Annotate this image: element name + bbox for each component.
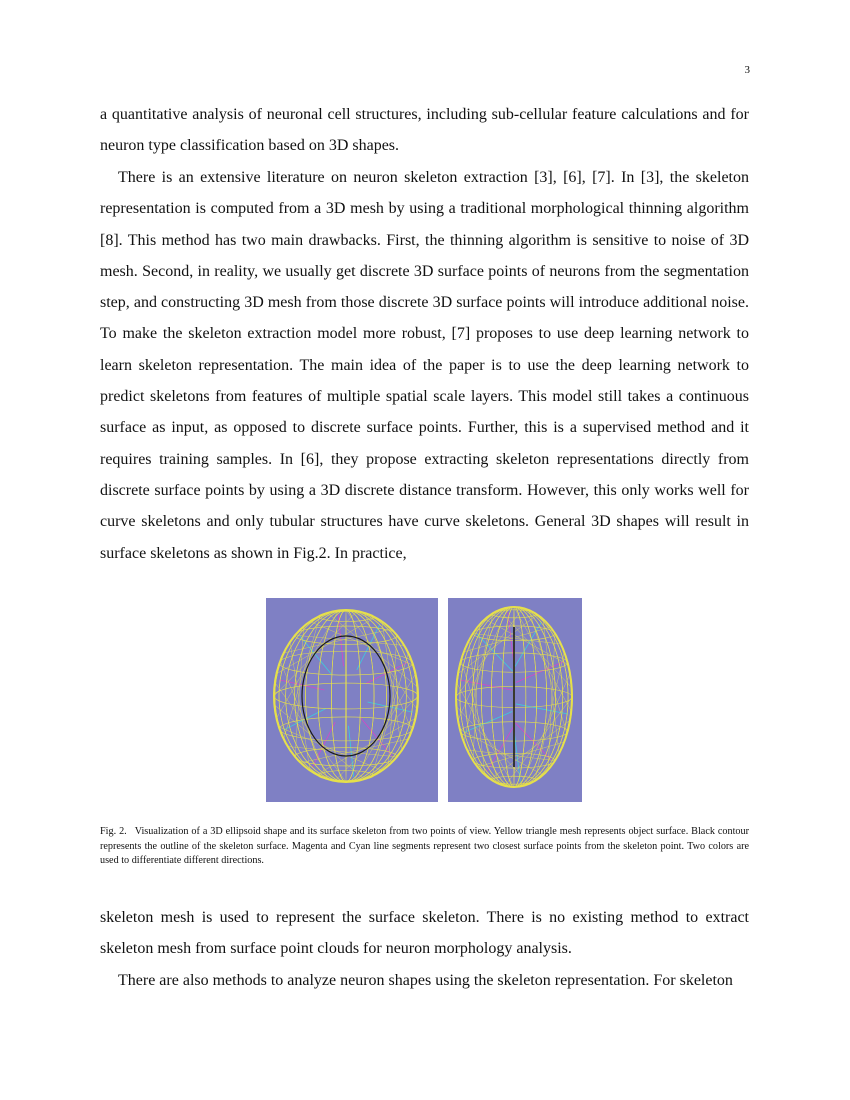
skeleton-segment [312, 722, 335, 767]
skeleton-segment [487, 727, 513, 771]
mesh-ring [279, 651, 412, 675]
mesh-edge [327, 613, 417, 687]
ellipsoid-front-view [266, 598, 438, 802]
skeleton-contour [302, 636, 390, 756]
body-paragraph: There are also methods to analyze neuron shapes using the skeleton representation. For skeleton [118, 972, 733, 989]
figure-2 [266, 598, 582, 802]
mesh-edge [461, 660, 499, 784]
mesh-edge [499, 610, 572, 688]
ellipsoid-front-view-graphic [266, 598, 438, 802]
skeleton-segment [508, 612, 514, 662]
mesh-ring [295, 626, 397, 644]
figure-caption [100, 825, 749, 869]
mesh-edge [458, 607, 508, 720]
ellipsoid-side-view [448, 598, 582, 802]
body-paragraph: skeleton mesh is used to represent the surface skeleton. There is no existing method to extract skeleton mesh from surface point clouds for neuron morphology analysis. [100, 909, 749, 958]
mesh-edge [520, 674, 570, 787]
body-paragraph: a quantitative analysis of neuronal cell structures, including sub-cellular feature calculations and for neuron type classification based on 3D shapes. [100, 106, 749, 155]
skeleton-segment [514, 732, 520, 782]
page-number: 3 [744, 64, 750, 76]
skeleton-segment [357, 625, 380, 670]
skeleton-segment [515, 623, 541, 667]
body-paragraph: There is an extensive literature on neuron skeleton extraction [3], [6], [7]. In [3], the skeleton representation is computed from a 3D mesh by using a traditional morphological thinning algorithm [8]. This method has two main drawbacks. First, the thinning algorithm is sensitive to noise of 3D mesh. Second, in reality, we usually get discrete 3D surface points of neurons from the segmentation step, and constructing 3D mesh from those discrete 3D surface points will introduce additional noise. To make the skeleton extraction model more robust, [7] proposes to use deep learning network to learn skeleton representation. The main idea of the paper is to use the deep learning network to predict skeletons from features of multiple spatial scale layers. This model still takes a continuous surface as input, as opposed to discrete surface points. Further, this is a supervised method and it requires training samples. In [6], they propose extracting skeleton representations directly from discrete surface points by using a 3D discrete distance transform. However, this only works well for curve skeletons and only tubular structures have curve skeletons. General 3D shapes will result in surface skeletons as shown in Fig.2. In practice, [100, 169, 749, 562]
mesh-ring [295, 748, 397, 766]
figure-caption-text: Visualization of a 3D ellipsoid shape and its surface skeleton from two points of view. Yellow triangle mesh represents object surface. Black contour represents the outline of the skeleton surface. Magenta and Cyan line segments represent two closest surface points from the skeleton point. Two colors are used to differentiate different directions. [100, 826, 750, 866]
mesh-edge [276, 610, 338, 718]
mesh-ring [279, 717, 412, 741]
mesh-edge [354, 674, 416, 782]
mesh-edge [456, 706, 529, 784]
mesh-edge [274, 705, 364, 779]
figure-label: Fig. 2. [100, 826, 127, 837]
mesh-edge [290, 642, 310, 771]
mesh-ring [274, 683, 418, 709]
ellipsoid-side-view-graphic [448, 598, 582, 802]
mesh-edge [382, 622, 402, 751]
mesh-edge [529, 610, 567, 734]
